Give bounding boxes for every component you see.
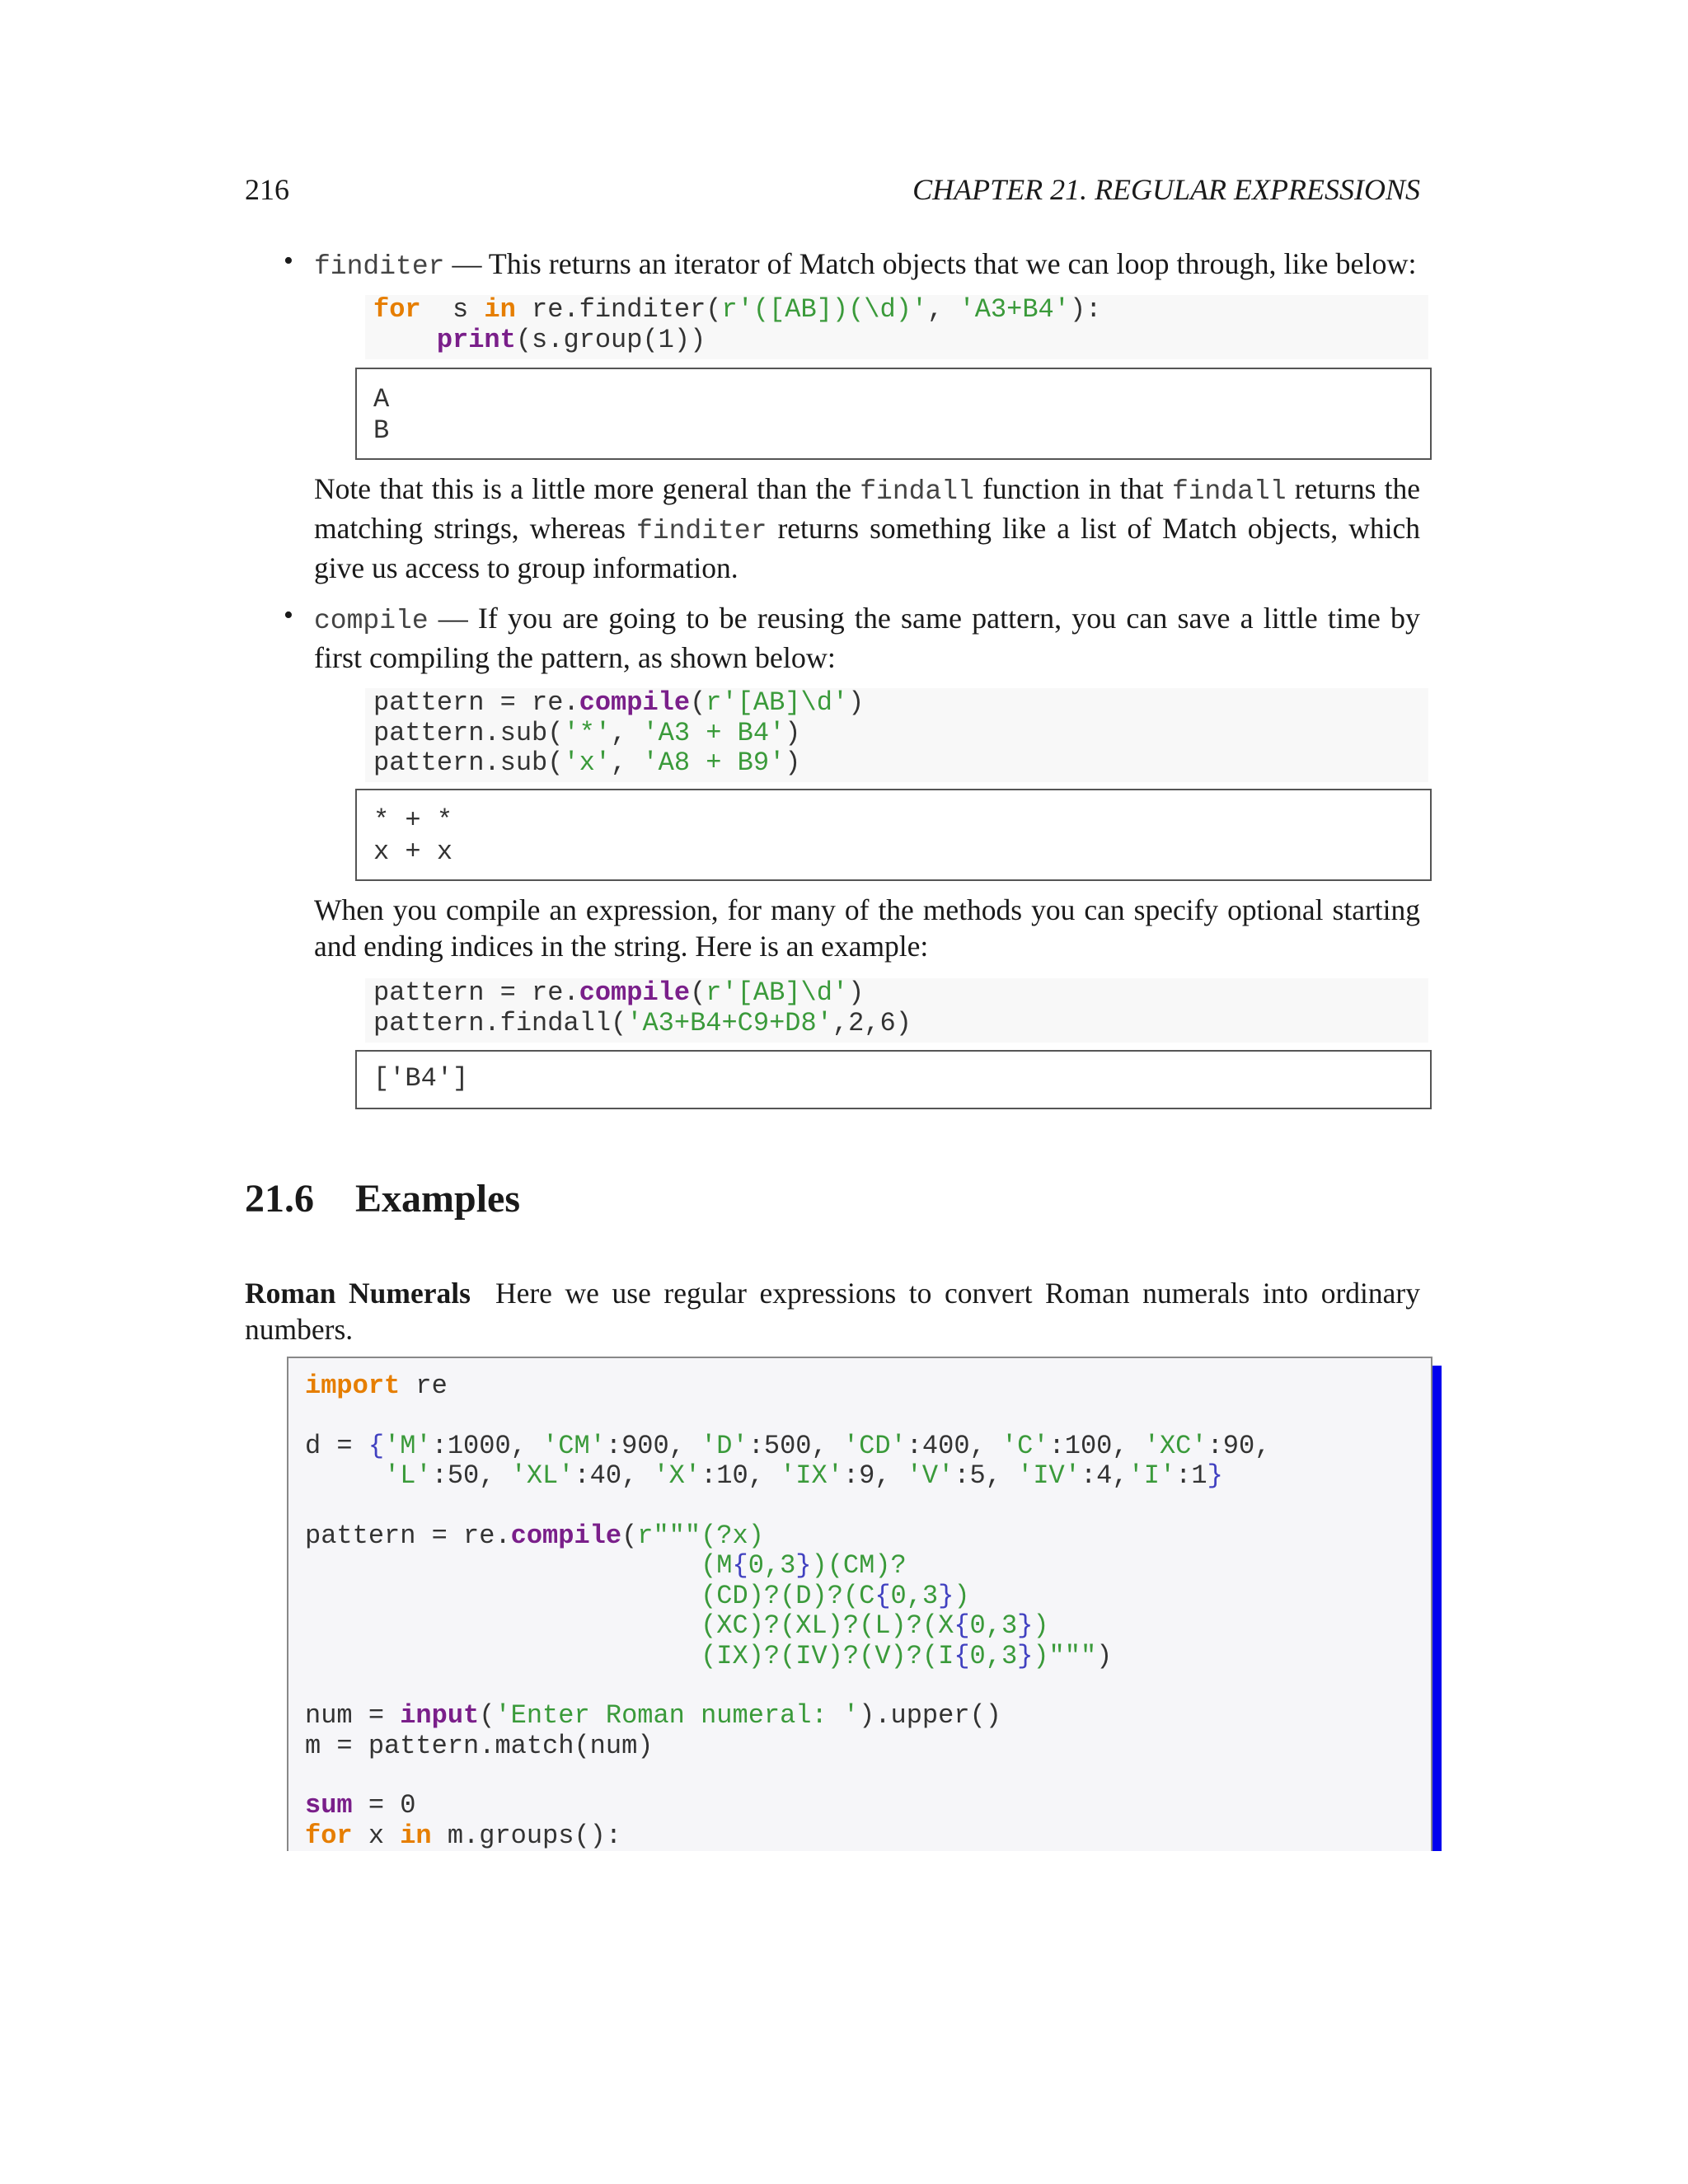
code-token: pattern.findall( [373, 1007, 627, 1038]
code-line [305, 1732, 1431, 1761]
code-token: ) [848, 687, 865, 718]
compile-indices-paragraph: When you compile an expression, for many of the methods you can specify optional starting and ending indices in the string. Here is an example: [314, 893, 1420, 963]
finditer-note [314, 471, 1420, 586]
code-token: 'CD' [842, 1430, 907, 1461]
code-token: ) [785, 717, 801, 748]
code-token: } [1017, 1610, 1034, 1642]
code-line [373, 1009, 1428, 1039]
code-token: num = [305, 1700, 401, 1732]
code-listing-compile [365, 688, 1428, 782]
code-line [305, 1642, 1431, 1671]
code-token: r'[AB]\d' [706, 977, 849, 1008]
code-token: :1 [1175, 1460, 1207, 1492]
paragraph-heading: Roman Numerals [245, 1277, 471, 1310]
code-token: { [732, 1550, 748, 1582]
code-line [373, 719, 1428, 749]
bullet-compile [314, 600, 1420, 676]
code-token: = 0 [352, 1790, 416, 1821]
section-title: Examples [355, 1177, 521, 1221]
code-listing-compile-indices [365, 978, 1428, 1043]
code-token: } [795, 1550, 812, 1582]
code-token: , [927, 294, 959, 325]
note-text: returns the matching strings, whereas [314, 472, 1420, 545]
section-number: 21.6 [245, 1177, 314, 1221]
code-token: ).upper() [859, 1700, 1001, 1732]
bullet-dot: • [284, 246, 293, 276]
listing-margin-bar [1432, 1366, 1442, 1851]
code-token: 'I' [1128, 1460, 1176, 1492]
code-token: 'IV' [1017, 1460, 1081, 1492]
note-text: Note that this is a little more general than the [314, 472, 860, 505]
code-token: 'IX' [780, 1460, 843, 1492]
code-token: (M [305, 1550, 733, 1582]
code-token: compile [579, 977, 691, 1008]
code-line [305, 1791, 1431, 1821]
code-token: (CD)?(D)?(C [305, 1580, 875, 1611]
running-chapter-title: CHAPTER 21. REGULAR EXPRESSIONS [912, 173, 1420, 206]
code-token [305, 1460, 384, 1491]
code-line [373, 688, 1428, 719]
code-token: (IX)?(IV)?(V)?(I [305, 1640, 954, 1671]
bullet-finditer [314, 246, 1420, 285]
code-line [305, 1521, 1431, 1551]
paragraph-text: Here we use regular expressions to convert Roman numerals into ordinary numbers. [245, 1277, 1420, 1346]
code-token: } [1017, 1640, 1034, 1671]
code-token: 'XL' [510, 1460, 574, 1492]
code-token: 'D' [701, 1430, 748, 1461]
code-token: ( [690, 977, 706, 1008]
code-line [373, 295, 1428, 326]
code-token: ) [954, 1580, 970, 1611]
code-token: ): [1069, 294, 1102, 325]
code-token: r'([AB])(\d)' [721, 294, 928, 325]
code-token [373, 325, 437, 355]
code-token: m.groups(): [431, 1820, 622, 1851]
code-token: import [305, 1371, 401, 1401]
code-token: :1000, [431, 1430, 543, 1461]
code-token: in [484, 294, 516, 325]
code-token: 'C' [1001, 1430, 1049, 1461]
code-token: compile [579, 687, 691, 718]
roman-numerals-paragraph [245, 1275, 1420, 1347]
code-token: r'[AB]\d' [706, 687, 849, 718]
code-token: ( [690, 687, 706, 718]
code-token: re.finditer( [515, 294, 722, 325]
code-token: 0,3 [890, 1580, 939, 1611]
code-token: ) [1033, 1610, 1049, 1642]
code-token: ( [479, 1700, 495, 1732]
code-line [373, 978, 1428, 1009]
code-token: :40, [574, 1460, 654, 1492]
page-header [245, 169, 1420, 210]
code-token: , [611, 748, 643, 778]
code-token: 'L' [384, 1460, 432, 1492]
code-token: 0,3 [969, 1610, 1018, 1642]
code-line [305, 1461, 1431, 1491]
code-token: { [874, 1580, 891, 1611]
code-token: 'A3+B4' [959, 294, 1070, 325]
code-token: 'X' [653, 1460, 701, 1492]
inline-code: findall [1171, 476, 1287, 507]
code-listing-roman-numerals [287, 1357, 1432, 1851]
bullet-dot: • [284, 600, 293, 630]
code-token: for [373, 294, 421, 325]
code-token: { [368, 1430, 385, 1461]
code-token: in [400, 1820, 432, 1851]
code-token: 'A3 + B4' [642, 717, 785, 748]
code-token: sum [305, 1790, 353, 1821]
code-token: )""" [1033, 1640, 1097, 1671]
code-token: ) [1096, 1640, 1113, 1671]
code-token: m = pattern.match(num) [305, 1730, 654, 1761]
code-token: 'A3+B4+C9+D8' [626, 1007, 832, 1038]
code-token: } [938, 1580, 954, 1611]
output-box-compile: * + * x + x [355, 789, 1432, 881]
code-line [305, 1821, 1431, 1851]
code-line [305, 1401, 1431, 1431]
code-token: 0,3 [969, 1640, 1018, 1671]
code-token: :4, [1080, 1460, 1128, 1492]
code-token: ) [848, 977, 865, 1008]
code-token: '*' [563, 717, 612, 748]
code-token: :10, [701, 1460, 781, 1492]
page-number: 216 [245, 173, 289, 206]
code-line [305, 1432, 1431, 1461]
code-token: compile [510, 1520, 622, 1551]
code-token: print [436, 324, 516, 355]
code-token: 0,3 [748, 1550, 796, 1582]
code-line [305, 1761, 1431, 1791]
finditer-description: — This returns an iterator of Match objects that we can loop through, like below: [444, 247, 1417, 280]
code-line [305, 1582, 1431, 1611]
code-token: :500, [748, 1430, 843, 1461]
code-line [305, 1701, 1431, 1731]
code-token: 'A8 + B9' [642, 748, 785, 778]
note-text: function in that [973, 472, 1172, 505]
code-token: )(CM)? [811, 1550, 907, 1582]
code-token: pattern = re. [373, 977, 579, 1008]
code-token: { [954, 1640, 970, 1671]
code-line [305, 1671, 1431, 1701]
code-token: :5, [954, 1460, 1018, 1492]
code-token: pattern = re. [373, 687, 579, 718]
output-box-compile-indices: ['B4'] [355, 1050, 1432, 1109]
code-token: 'V' [906, 1460, 954, 1492]
code-token: ( [621, 1520, 638, 1551]
code-token: } [1207, 1460, 1223, 1492]
code-listing-finditer [365, 295, 1428, 359]
code-token: { [954, 1610, 970, 1642]
code-token: ) [785, 748, 801, 778]
code-token: pattern.sub( [373, 748, 564, 778]
code-line [305, 1492, 1431, 1521]
code-token: re [400, 1371, 448, 1401]
output-box-finditer: A B [355, 368, 1432, 460]
code-line [305, 1611, 1431, 1641]
code-token: input [400, 1700, 480, 1732]
term-compile: compile [314, 606, 429, 636]
code-token: d = [305, 1430, 368, 1461]
inline-code: finditer [636, 516, 767, 546]
compile-description: — If you are going to be reusing the same pattern, you can save a little time by first compiling the pattern, as shown below: [314, 602, 1420, 674]
inline-code: findall [860, 476, 974, 507]
code-token: 'XC' [1143, 1430, 1207, 1461]
code-token: pattern.sub( [373, 717, 564, 748]
code-token: 'x' [563, 748, 612, 778]
code-token: 'Enter Roman numeral: ' [495, 1700, 860, 1732]
code-line [373, 326, 1428, 356]
term-finditer: finditer [314, 251, 445, 282]
code-token: :9, [842, 1460, 907, 1492]
code-token: :400, [906, 1430, 1001, 1461]
note-text: returns something like a list of Match objects, which give us access to group information. [314, 512, 1420, 584]
code-token: :90, [1207, 1430, 1271, 1461]
code-token: 'CM' [542, 1430, 606, 1461]
code-line [305, 1371, 1431, 1401]
code-token: (s.group(1)) [515, 324, 706, 355]
code-token: :900, [605, 1430, 701, 1461]
code-token: pattern = re. [305, 1520, 511, 1551]
code-token: :50, [431, 1460, 511, 1492]
code-token: (XC)?(XL)?(L)?(X [305, 1610, 954, 1642]
code-token: x [352, 1820, 401, 1851]
code-line [305, 1551, 1431, 1581]
code-token: r"""(?x) [637, 1520, 764, 1551]
code-token: ,2,6) [832, 1007, 912, 1038]
code-token: for [305, 1820, 353, 1851]
code-token: 'M' [384, 1430, 432, 1461]
code-token: :100, [1048, 1430, 1144, 1461]
code-token: , [611, 717, 643, 748]
section-heading [245, 1174, 520, 1224]
code-token: s [420, 294, 485, 325]
code-line [373, 748, 1428, 779]
